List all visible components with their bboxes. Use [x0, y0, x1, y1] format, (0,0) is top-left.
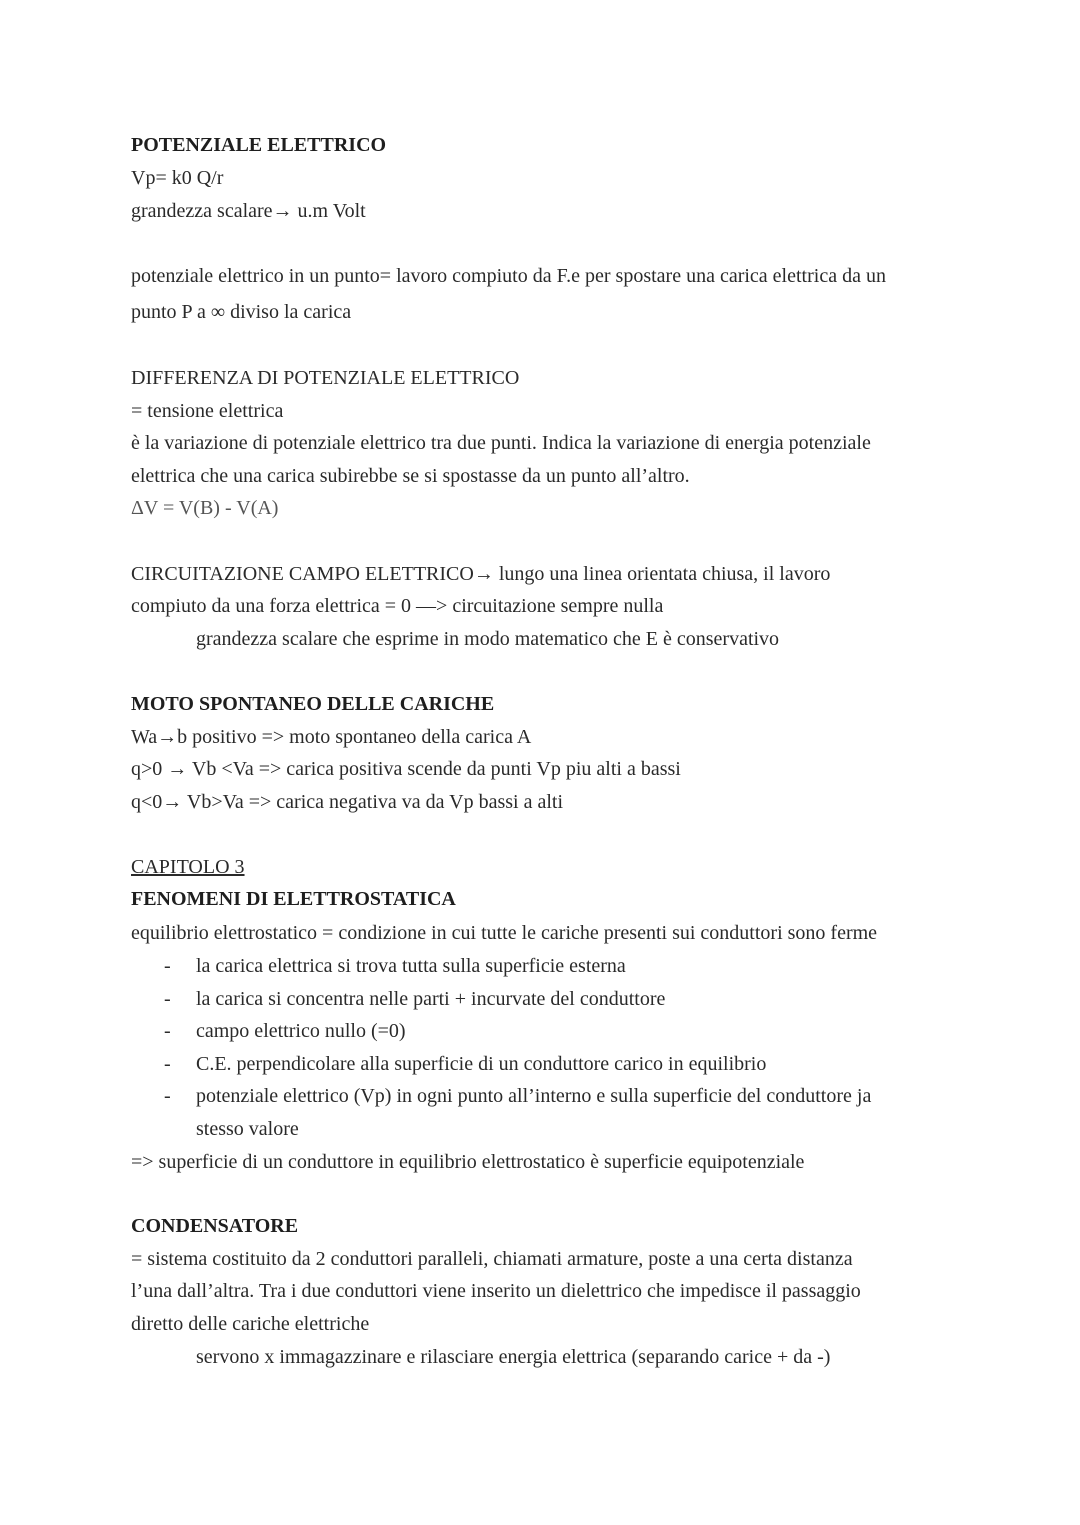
- circuitazione-line-2: compiuto da una forza elettrica = 0 —> circuitazione sempre nulla: [131, 595, 664, 617]
- bullet-dash: -: [164, 1053, 171, 1075]
- formula-potenziale: Vp= k0 Q/r: [131, 167, 224, 189]
- bullet-dash: -: [164, 1020, 171, 1042]
- moto-line-1: Wa→b positivo => moto spontaneo della carica A: [131, 726, 532, 748]
- equilibrio-intro: equilibrio elettrostatico = condizione in cui tutte le cariche presenti sui conduttori sono ferme: [131, 922, 878, 944]
- bullet-dash: -: [164, 988, 171, 1010]
- bullet-dash: -: [164, 955, 171, 977]
- heading-differenza: DIFFERENZA DI POTENZIALE ELETTRICO: [131, 367, 520, 389]
- bullet-item: potenziale elettrico (Vp) in ogni punto all’interno e sulla superficie del conduttore ja: [196, 1085, 872, 1107]
- condensatore-line-1: = sistema costituito da 2 conduttori paralleli, chiamati armature, poste a una certa distanza: [131, 1248, 853, 1270]
- moto-line-3: q<0→ Vb>Va => carica negativa va da Vp bassi a alti: [131, 791, 564, 813]
- condensatore-line-4: servono x immagazzinare e rilasciare energia elettrica (separando carice + da -): [196, 1346, 831, 1368]
- circuitazione-line-1: CIRCUITAZIONE CAMPO ELETTRICO→ lungo una linea orientata chiusa, il lavoro: [131, 563, 831, 585]
- heading-potenziale: POTENZIALE ELETTRICO: [131, 134, 387, 156]
- bullet-continuation: stesso valore: [196, 1118, 299, 1140]
- bullet-item: la carica si concentra nelle parti + incurvate del conduttore: [196, 988, 666, 1010]
- chapter-title: CAPITOLO 3: [131, 856, 245, 878]
- circuitazione-line-3: grandezza scalare che esprime in modo matematico che E è conservativo: [196, 628, 780, 650]
- definition-line-2: punto P a ∞ diviso la carica: [131, 301, 352, 323]
- scalar-note: grandezza scalare→ u.m Volt: [131, 200, 366, 222]
- bullet-item: C.E. perpendicolare alla superficie di un conduttore carico in equilibrio: [196, 1053, 767, 1075]
- condensatore-line-3: diretto delle cariche elettriche: [131, 1313, 370, 1335]
- heading-moto: MOTO SPONTANEO DELLE CARICHE: [131, 693, 495, 715]
- condensatore-line-2: l’una dall’altra. Tra i due conduttori viene inserito un dielettrico che impedisce il passaggio: [131, 1280, 861, 1302]
- bullet-item: la carica elettrica si trova tutta sulla superficie esterna: [196, 955, 626, 977]
- formula-differenza: ΔV = V(B) - V(A): [131, 497, 279, 519]
- differenza-line-3: elettrica che una carica subirebbe se si spostasse da un punto all’altro.: [131, 465, 690, 487]
- moto-line-2: q>0 → Vb <Va => carica positiva scende da punti Vp piu alti a bassi: [131, 758, 681, 780]
- differenza-line-1: = tensione elettrica: [131, 400, 284, 422]
- bullet-dash: -: [164, 1085, 171, 1107]
- bullet-item: campo elettrico nullo (=0): [196, 1020, 406, 1042]
- heading-condensatore: CONDENSATORE: [131, 1215, 299, 1237]
- differenza-line-2: è la variazione di potenziale elettrico tra due punti. Indica la variazione di energia potenziale: [131, 432, 871, 454]
- conclusion-line: => superficie di un conduttore in equilibrio elettrostatico è superficie equipotenziale: [131, 1151, 805, 1173]
- definition-line-1: potenziale elettrico in un punto= lavoro compiuto da F.e per spostare una carica elettrica da un: [131, 265, 886, 287]
- heading-fenomeni: FENOMENI DI ELETTROSTATICA: [131, 888, 456, 910]
